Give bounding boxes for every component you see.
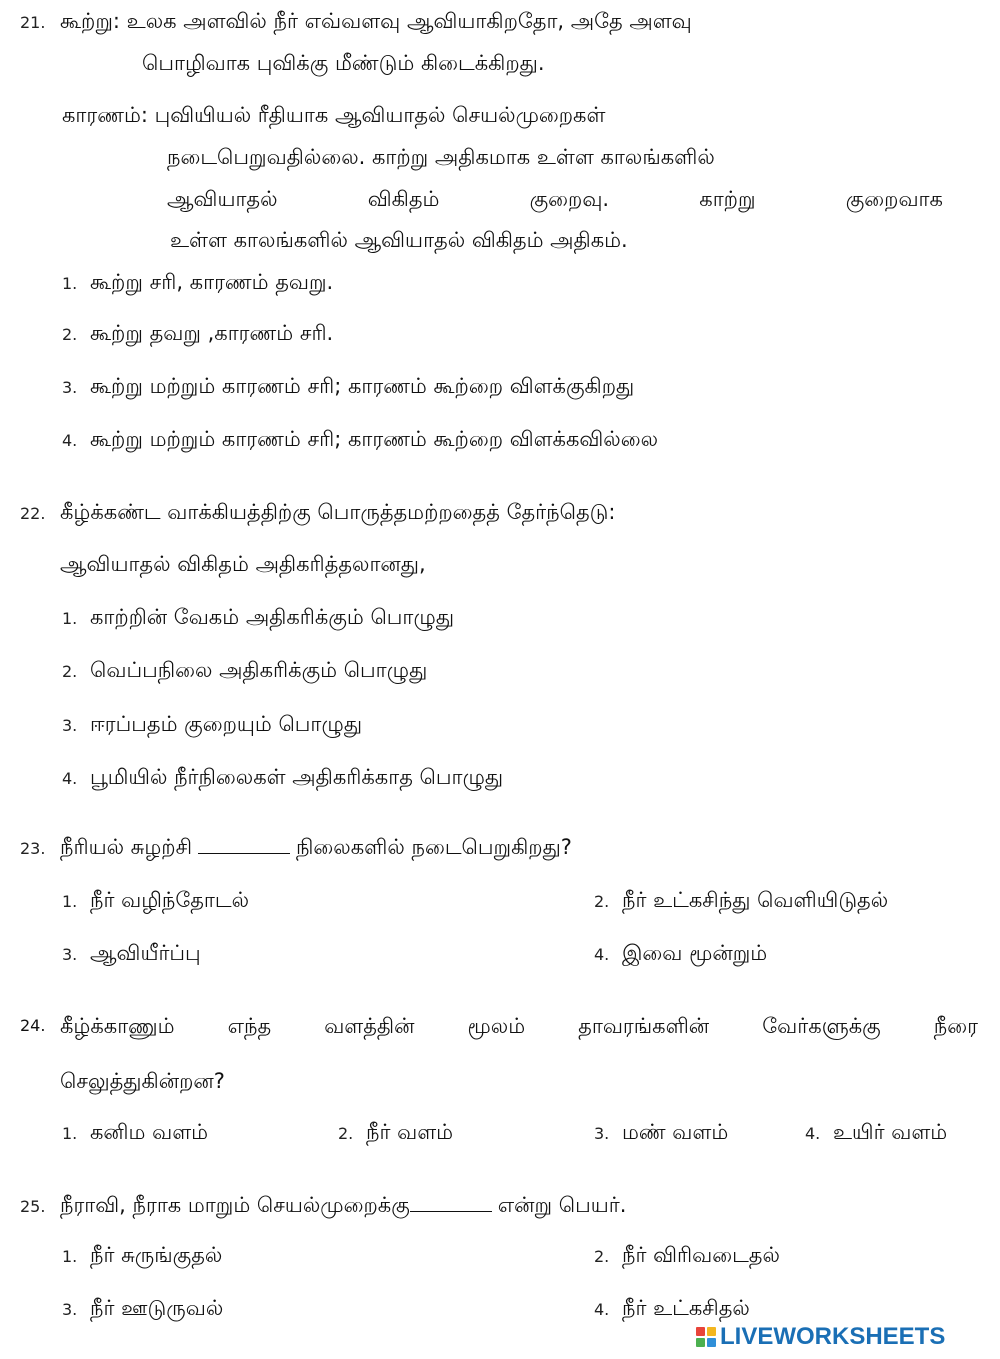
- option-text: நீர் வழிந்தோடல்: [90, 888, 250, 912]
- question-24-text-cont: செலுத்துகின்றன?: [60, 1069, 225, 1093]
- option-number: 4.: [594, 1300, 610, 1319]
- option-text: ஈரப்பதம் குறையும் பொழுது: [90, 712, 363, 736]
- question-text-after: நிலைகளில் நடைபெறுகிறது?: [296, 835, 572, 859]
- option-number: 3.: [62, 378, 78, 397]
- option-text: கனிம வளம்: [90, 1120, 209, 1144]
- word: நீரை: [933, 1014, 978, 1038]
- word: விகிதம்: [367, 187, 440, 211]
- question-number: 22.: [20, 504, 46, 523]
- logo-cube: [707, 1327, 716, 1336]
- option-number: 1.: [62, 609, 78, 628]
- option-item: [62, 602, 454, 632]
- word: எந்த: [227, 1014, 272, 1038]
- question-23: [20, 832, 572, 862]
- watermark-text: LIVEWORKSHEETS: [720, 1323, 946, 1350]
- option-text: கூற்று சரி, காரணம் தவறு.: [90, 270, 334, 294]
- option-item: [62, 762, 503, 792]
- question-text: கீழ்க்கண்ட வாக்கியத்திற்கு பொருத்தமற்றதைத் தேர்ந்தெடு:: [60, 500, 616, 524]
- question-21-statement: [20, 6, 692, 36]
- option-item: [594, 938, 767, 968]
- option-number: 2.: [338, 1124, 354, 1143]
- option-item: [62, 318, 333, 348]
- option-number: 2.: [62, 662, 78, 681]
- option-item: [62, 424, 658, 454]
- question-text-after: என்று பெயர்.: [497, 1193, 627, 1217]
- option-item: [62, 267, 333, 297]
- option-item: [62, 1293, 223, 1323]
- option-item: [338, 1117, 453, 1147]
- option-text: பூமியில் நீர்நிலைகள் அதிகரிக்காத பொழுது: [90, 765, 504, 789]
- option-number: 3.: [594, 1124, 610, 1143]
- option-text: இவை மூன்றும்: [622, 941, 768, 965]
- option-item: [62, 885, 249, 915]
- option-item: [62, 1117, 208, 1147]
- option-item: [62, 655, 427, 685]
- word: தாவரங்களின்: [578, 1014, 710, 1038]
- word: வளத்தின்: [324, 1014, 415, 1038]
- question-text-before: நீராவி, நீராக மாறும் செயல்முறைக்கு: [60, 1193, 410, 1217]
- question-22: [20, 497, 615, 527]
- option-text: காற்றின் வேகம் அதிகரிக்கும் பொழுது: [90, 605, 455, 629]
- logo-cube: [707, 1338, 716, 1347]
- question-25: [20, 1190, 626, 1220]
- option-number: 1.: [62, 892, 78, 911]
- word: வேர்களுக்கு: [762, 1014, 881, 1038]
- option-number: 2.: [594, 1247, 610, 1266]
- option-item: [594, 1240, 780, 1270]
- option-text: நீர் விரிவடைதல்: [622, 1243, 780, 1267]
- option-number: 4.: [62, 769, 78, 788]
- logo-cube: [696, 1327, 705, 1336]
- word: கீழ்க்காணும்: [60, 1014, 175, 1038]
- option-number: 4.: [62, 431, 78, 450]
- question-22-subtext: ஆவியாதல் விகிதம் அதிகரித்தலானது,: [60, 552, 426, 576]
- option-text: நீர் சுருங்குதல்: [90, 1243, 223, 1267]
- option-text: கூற்று மற்றும் காரணம் சரி; காரணம் கூற்றை விளக்கவில்லை: [90, 427, 659, 451]
- option-item: [594, 1117, 728, 1147]
- option-number: 2.: [62, 325, 78, 344]
- option-number: 4.: [594, 945, 610, 964]
- option-number: 3.: [62, 1300, 78, 1319]
- option-number: 1.: [62, 1124, 78, 1143]
- question-text: கூற்று: உலக அளவில் நீர் எவ்வளவு ஆவியாகிறதோ, அதே அளவு: [60, 9, 692, 33]
- word: காற்று: [699, 187, 756, 211]
- question-number: 25.: [20, 1197, 46, 1216]
- option-item: [62, 709, 362, 739]
- liveworksheets-watermark: [696, 1322, 945, 1352]
- option-number: 3.: [62, 945, 78, 964]
- option-text: ஆவியீர்ப்பு: [90, 941, 201, 965]
- word: குறைவு.: [529, 187, 610, 211]
- logo-cube: [696, 1338, 705, 1347]
- word: ஆவியாதல்: [167, 187, 278, 211]
- option-item: [62, 371, 634, 401]
- option-item: [594, 885, 888, 915]
- option-number: 4.: [805, 1124, 821, 1143]
- option-item: [594, 1293, 750, 1323]
- option-text: கூற்று மற்றும் காரணம் சரி; காரணம் கூற்றை விளக்குகிறது: [90, 374, 635, 398]
- question-24-text: [60, 1011, 978, 1041]
- question-21-reason-cont2: [167, 184, 943, 214]
- option-text: நீர் உட்கசிதல்: [622, 1296, 750, 1320]
- option-text: உயிர் வளம்: [833, 1120, 948, 1144]
- liveworksheets-logo-icon: [696, 1327, 716, 1347]
- word: குறைவாக: [845, 187, 943, 211]
- option-item: [62, 938, 201, 968]
- option-item: [805, 1117, 947, 1147]
- question-21-reason: காரணம்: புவியியல் ரீதியாக ஆவியாதல் செயல்முறைகள்: [62, 103, 606, 127]
- option-number: 1.: [62, 1247, 78, 1266]
- word: மூலம்: [467, 1014, 526, 1038]
- option-item: [62, 1240, 222, 1270]
- option-text: மண் வளம்: [622, 1120, 729, 1144]
- option-text: நீர் உட்கசிந்து வெளியிடுதல்: [622, 888, 889, 912]
- question-number: 23.: [20, 839, 46, 858]
- option-number: 1.: [62, 274, 78, 293]
- option-number: 2.: [594, 892, 610, 911]
- option-text: வெப்பநிலை அதிகரிக்கும் பொழுது: [90, 658, 428, 682]
- question-21-reason-cont1: நடைபெறுவதில்லை. காற்று அதிகமாக உள்ள காலங்களில்: [167, 145, 715, 169]
- option-text: கூற்று தவறு ,காரணம் சரி.: [90, 321, 334, 345]
- question-text-before: நீரியல் சுழற்சி: [60, 835, 193, 859]
- answer-blank: [198, 835, 290, 854]
- answer-blank: [410, 1193, 492, 1212]
- question-21-reason-cont3: உள்ள காலங்களில் ஆவியாதல் விகிதம் அதிகம்.: [170, 228, 628, 252]
- option-text: நீர் ஊடுருவல்: [90, 1296, 224, 1320]
- option-text: நீர் வளம்: [366, 1120, 454, 1144]
- question-21-statement-cont: பொழிவாக புவிக்கு மீண்டும் கிடைக்கிறது.: [142, 51, 545, 75]
- question-24-number: 24.: [20, 1016, 46, 1035]
- question-number: 21.: [20, 13, 46, 32]
- option-number: 3.: [62, 716, 78, 735]
